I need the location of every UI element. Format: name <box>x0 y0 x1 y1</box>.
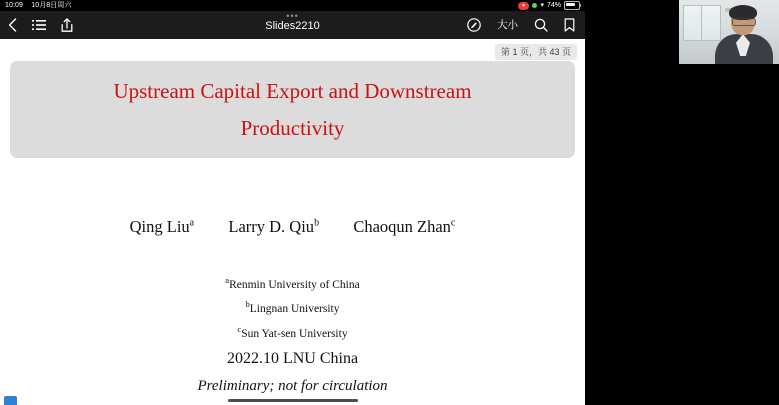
bookmark-icon[interactable] <box>564 18 575 32</box>
affiliation-list <box>0 271 585 344</box>
affiliation-2: $^b$Lingnan University <box>245 299 340 316</box>
status-bar-left <box>5 0 72 11</box>
share-icon[interactable] <box>61 18 73 33</box>
annotate-icon[interactable] <box>467 18 481 32</box>
affiliation-1: $^a$Renmin University of China <box>225 275 360 291</box>
screen-recording-indicator: ● <box>518 2 530 10</box>
status-time: 10:09 <box>5 2 24 9</box>
window-behind-speaker <box>683 5 721 41</box>
status-date: 10月8日周六 <box>31 2 72 9</box>
preliminary-note: Preliminary; not for circulation <box>197 378 388 394</box>
author-1: Qing Liu$^a$ <box>129 217 195 236</box>
slide-page[interactable] <box>0 39 585 405</box>
slide-title-line-2: Productivity <box>240 116 345 140</box>
list-icon[interactable] <box>32 19 46 31</box>
back-chevron-icon[interactable] <box>8 18 17 32</box>
author-2: Larry D. Qiu$^b$ <box>228 217 320 236</box>
size-button[interactable]: 大小 <box>497 19 518 31</box>
wifi-icon: ▾ <box>540 2 544 9</box>
status-bar-right <box>518 0 580 11</box>
camera-in-use-icon <box>532 3 537 8</box>
speaker-glasses <box>732 18 756 26</box>
slide-title-box <box>10 61 575 158</box>
search-icon[interactable] <box>534 18 548 32</box>
document-toolbar <box>0 11 585 39</box>
app-corner-badge <box>4 396 17 405</box>
venue-line: 2022.10 LNU China <box>226 350 359 367</box>
home-indicator <box>228 399 358 402</box>
author-3: Chaoqun Zhan$^c$ <box>353 217 456 236</box>
page-indicator-badge: 第 1 页，共 43 页 <box>495 44 577 60</box>
affiliation-3: $^c$Sun Yat-sen University <box>237 323 348 340</box>
author-line <box>0 217 585 237</box>
battery-icon <box>564 1 580 10</box>
battery-percent-label: 74% <box>546 2 561 9</box>
slide-title-line-1: Upstream Capital Export and Downstream <box>113 79 472 103</box>
status-bar <box>0 0 585 11</box>
webcam-video-tile[interactable] <box>679 0 779 64</box>
toolbar-overflow-dots[interactable]: ••• <box>286 11 299 21</box>
document-title: Slides2210 <box>265 20 320 32</box>
